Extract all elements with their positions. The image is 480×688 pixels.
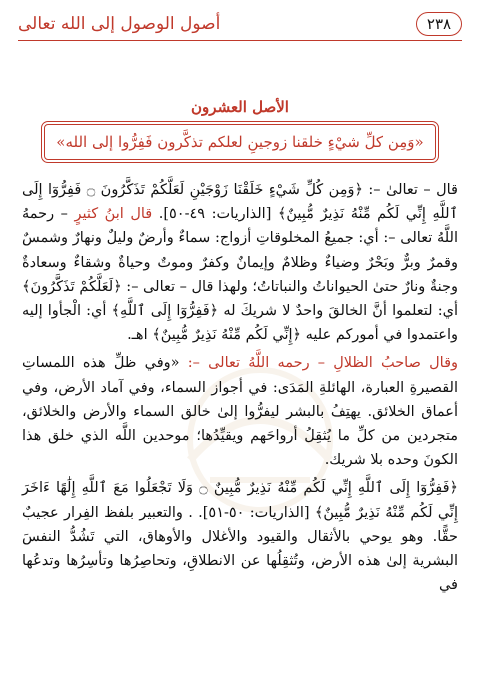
paragraph-1-rest: – رحمهُ اللَّهُ تعالى –: أي: جميعُ المخلوقاتِ أزواج: سماءٌ وأرضٌ وليلٌ ونهارٌ وشمسٌ وقمرٌ وبرٌّ وبَحْرٌ وضياءٌ وظلامٌ وإيمانٌ وكفرٌ وموتٌ وحياةٌ وشقاءٌ وسعادةٌ وجنةٌ ونارٌ حتىٰ الحيواناتُ والنباتاتُ؛ ولهذا قال – تعالى –: ﴿لَعَلَّكُمْ تَذَكَّرُونَ﴾ أي: لتعلموا أنَّ الخالقَ واحدٌ لا شريكَ له ﴿فَفِرُّوٓا إِلَى ٱللَّهِ﴾ أي: الْجأوا إليه واعتمدوا في أموركم عليه ﴿إِنِّي لَكُم مِّنْهُ نَذِيرٌ مُّبِينٌ﴾ اهـ. (22, 206, 458, 344)
paragraph-3-text: ﴿فَفِرُّوٓا إِلَى ٱللَّهِ إِنِّي لَكُم مِّنْهُ نَذِيرٌ مُّبِينٌ ۝ وَلَا تَجْعَلُوا مَعَ ٱللَّهِ إِلَٰهًا ءَاخَرَ إِنِّي لَكُم مِّنْهُ نَذِيرٌ مُّبِينٌ﴾ [الذاريات: ٥٠-٥١]. . والتعبير بلفظ الفِرار عجيبٌ حقًّا. وهو يوحي بالأثقال والقيود والأغلال والأوهاق، التي تَشُدُّ النفسَ البشرية إلىٰ هذه الأرض، وتُثقِلُها عن الانطلاقِ، وتحاصِرُها وتأسِرُها وتدعُها في (22, 480, 458, 594)
page-number: ٢٣٨ (416, 12, 462, 36)
section-heading: الأصل العشرون (191, 98, 289, 116)
verse-box (44, 124, 436, 160)
ibn-kathir-citation: قال ابنُ كثيرٍ (74, 206, 153, 223)
zilal-citation: وقال صاحبُ الظلالِ – رحمه اللَّهُ تعالى –: (187, 355, 459, 372)
paragraph-1 (22, 178, 458, 347)
running-title: أصول الوصول إلى الله تعالى (18, 14, 221, 34)
paragraph-3 (22, 476, 458, 597)
verse-box-text: «وَمِن كلِّ شيْءٍ خلقنا زوجينِ لعلكم تذكَّرون فَفِرُّوا إلى الله» (56, 133, 424, 151)
paragraph-2 (22, 351, 458, 472)
header-rule (18, 40, 462, 41)
body-text (22, 178, 458, 597)
paragraph-2-text: «وفي ظلِّ هذه اللمساتِ القصيرةِ العبارة، الهائلةِ المَدَى: في أجواز السماء، وفي آماد الأرض، وفي أعماق الخلائق. يهتِفُ بالبشر ليفرُّوا إلىٰ خالق السماء والأرض والخلائق، متجردين من كلِّ ما يُثقِلُ أرواحَهم ويقيِّدُها؛ موحدين اللَّه الذي خلق هذا الكونَ وحده بلا شريك. (22, 355, 458, 469)
page-header (18, 12, 462, 42)
paragraph-1-start: قال – تعالىٰ –: ﴿وَمِن كُلِّ شَيْءٍ خَلَقْنَا زَوْجَيْنِ لَعَلَّكُمْ تَذَكَّرُونَ ۝ فَفِرُّوٓا إِلَى ٱللَّهِ إِنِّي لَكُم مِّنْهُ نَذِيرٌ مُّبِينٌ﴾ [الذاريات: ٤٩-٥٠]. (22, 182, 458, 223)
